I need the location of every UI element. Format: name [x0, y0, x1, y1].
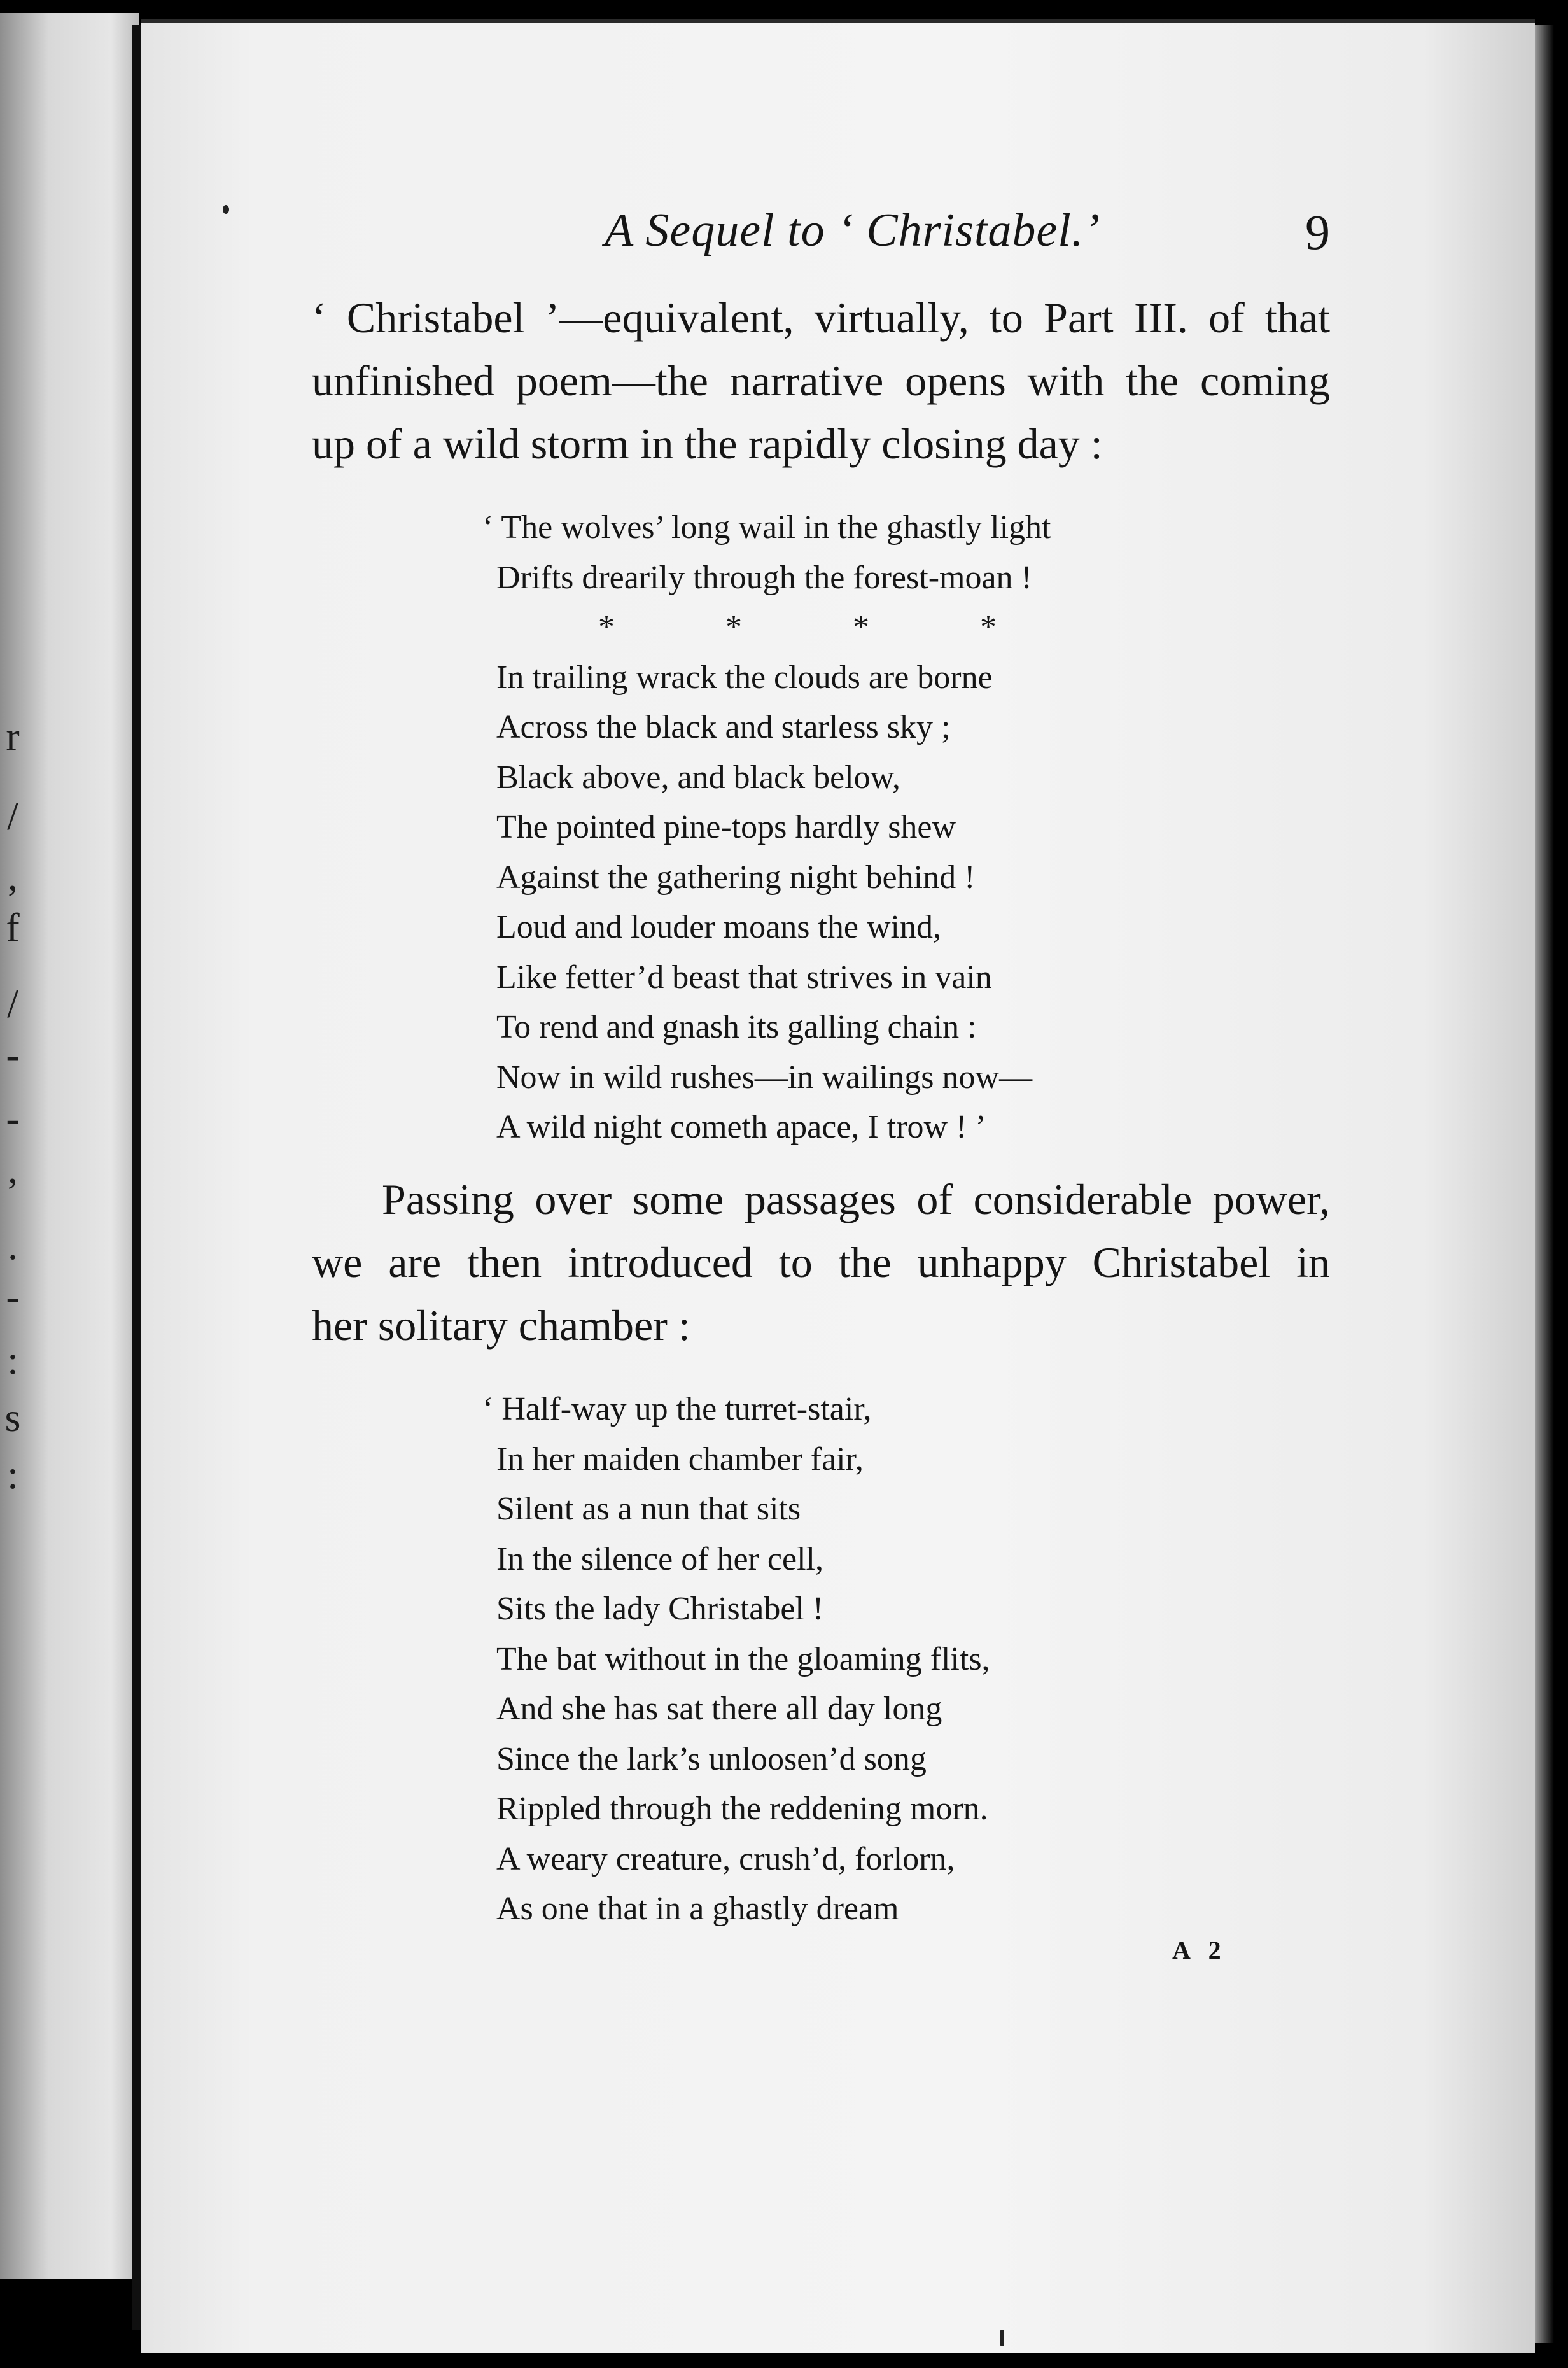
verse-line: ‘ The wolves’ long wail in the ghastly light [482, 509, 1051, 546]
verse-line: Black above, and black below, [496, 759, 900, 796]
verse-line: ‘ Half-way up the turret-stair, [482, 1391, 872, 1427]
verse-2 [482, 1385, 1260, 1935]
section-stars [496, 603, 1260, 653]
star: * [725, 609, 742, 645]
margin-char: . [8, 1223, 18, 1268]
verse-line: As one that in a ghastly dream [496, 1891, 899, 1927]
left-page-edge [0, 13, 139, 2279]
text-line: up of a wild storm in the rapidly closing day : [312, 419, 1103, 468]
verse-line: In her maiden chamber fair, [496, 1441, 864, 1477]
margin-char: - [6, 1096, 20, 1141]
verse-line: Rippled through the reddening morn. [496, 1791, 988, 1827]
verse-line: The bat without in the gloaming flits, [496, 1640, 990, 1677]
signature-mark: A 2 [1172, 1936, 1228, 1964]
running-header [471, 191, 1330, 267]
verse-1 [482, 503, 1260, 1153]
verse-line: Across the black and starless sky ; [496, 709, 951, 745]
verse-line: A weary creature, crush’d, forlorn, [496, 1840, 955, 1877]
running-title: A Sequel to ‘ Christabel.’ [605, 204, 1100, 257]
text-line: her solitary chamber : [312, 1301, 690, 1350]
verse-line: And she has sat there all day long [496, 1691, 942, 1727]
text-line: ‘ Christabel ’—equivalent, virtually, to Part III. of that [312, 293, 1330, 342]
page-number: 9 [1305, 204, 1330, 260]
verse-line: Silent as a nun that sits [496, 1491, 801, 1527]
margin-char: , [8, 854, 18, 899]
margin-char: / [7, 793, 18, 838]
verse-line: In trailing wrack the clouds are borne [496, 659, 993, 696]
verse-line: Against the gathering night behind ! [496, 859, 976, 896]
paragraph-2 [312, 1168, 1330, 1357]
page-edge [1535, 25, 1554, 2343]
margin-char: , [8, 1146, 18, 1192]
margin-char: s [4, 1395, 21, 1440]
star: * [598, 609, 615, 645]
verse-line: Now in wild rushes—in wailings now— [496, 1059, 1033, 1096]
verse-line: Loud and louder moans the wind, [496, 909, 941, 945]
margin-char: f [6, 905, 20, 950]
ink-speck [1000, 2330, 1004, 2346]
margin-char: : [7, 1337, 18, 1383]
verse-line: In the silence of her cell, [496, 1540, 823, 1577]
ink-speck [223, 205, 229, 214]
verse-line: Drifts drearily through the forest-moan ! [496, 559, 1032, 596]
verse-line: The pointed pine-tops hardly shew [496, 809, 956, 845]
margin-char: - [6, 1032, 20, 1077]
text-line: we are then introduced to the unhappy Christabel in [312, 1238, 1330, 1286]
verse-line: A wild night cometh apace, I trow ! ’ [496, 1109, 986, 1145]
verse-line: Like fetter’d beast that strives in vain [496, 959, 992, 996]
margin-char: / [7, 981, 18, 1026]
text-line: Passing over some passages of considerable power, [382, 1175, 1330, 1223]
star: * [980, 609, 997, 645]
verse-line: To rend and gnash its galling chain : [496, 1009, 977, 1045]
paragraph-1 [312, 286, 1330, 476]
verse-line: Sits the lady Christabel ! [496, 1591, 824, 1627]
margin-char: : [7, 1452, 18, 1497]
text-line: unfinished poem—the narrative opens with the coming [312, 356, 1330, 405]
verse-line: Since the lark’s unloosen’d song [496, 1740, 927, 1777]
margin-char: - [6, 1274, 20, 1319]
margin-char: r [6, 714, 20, 759]
star: * [853, 609, 869, 645]
